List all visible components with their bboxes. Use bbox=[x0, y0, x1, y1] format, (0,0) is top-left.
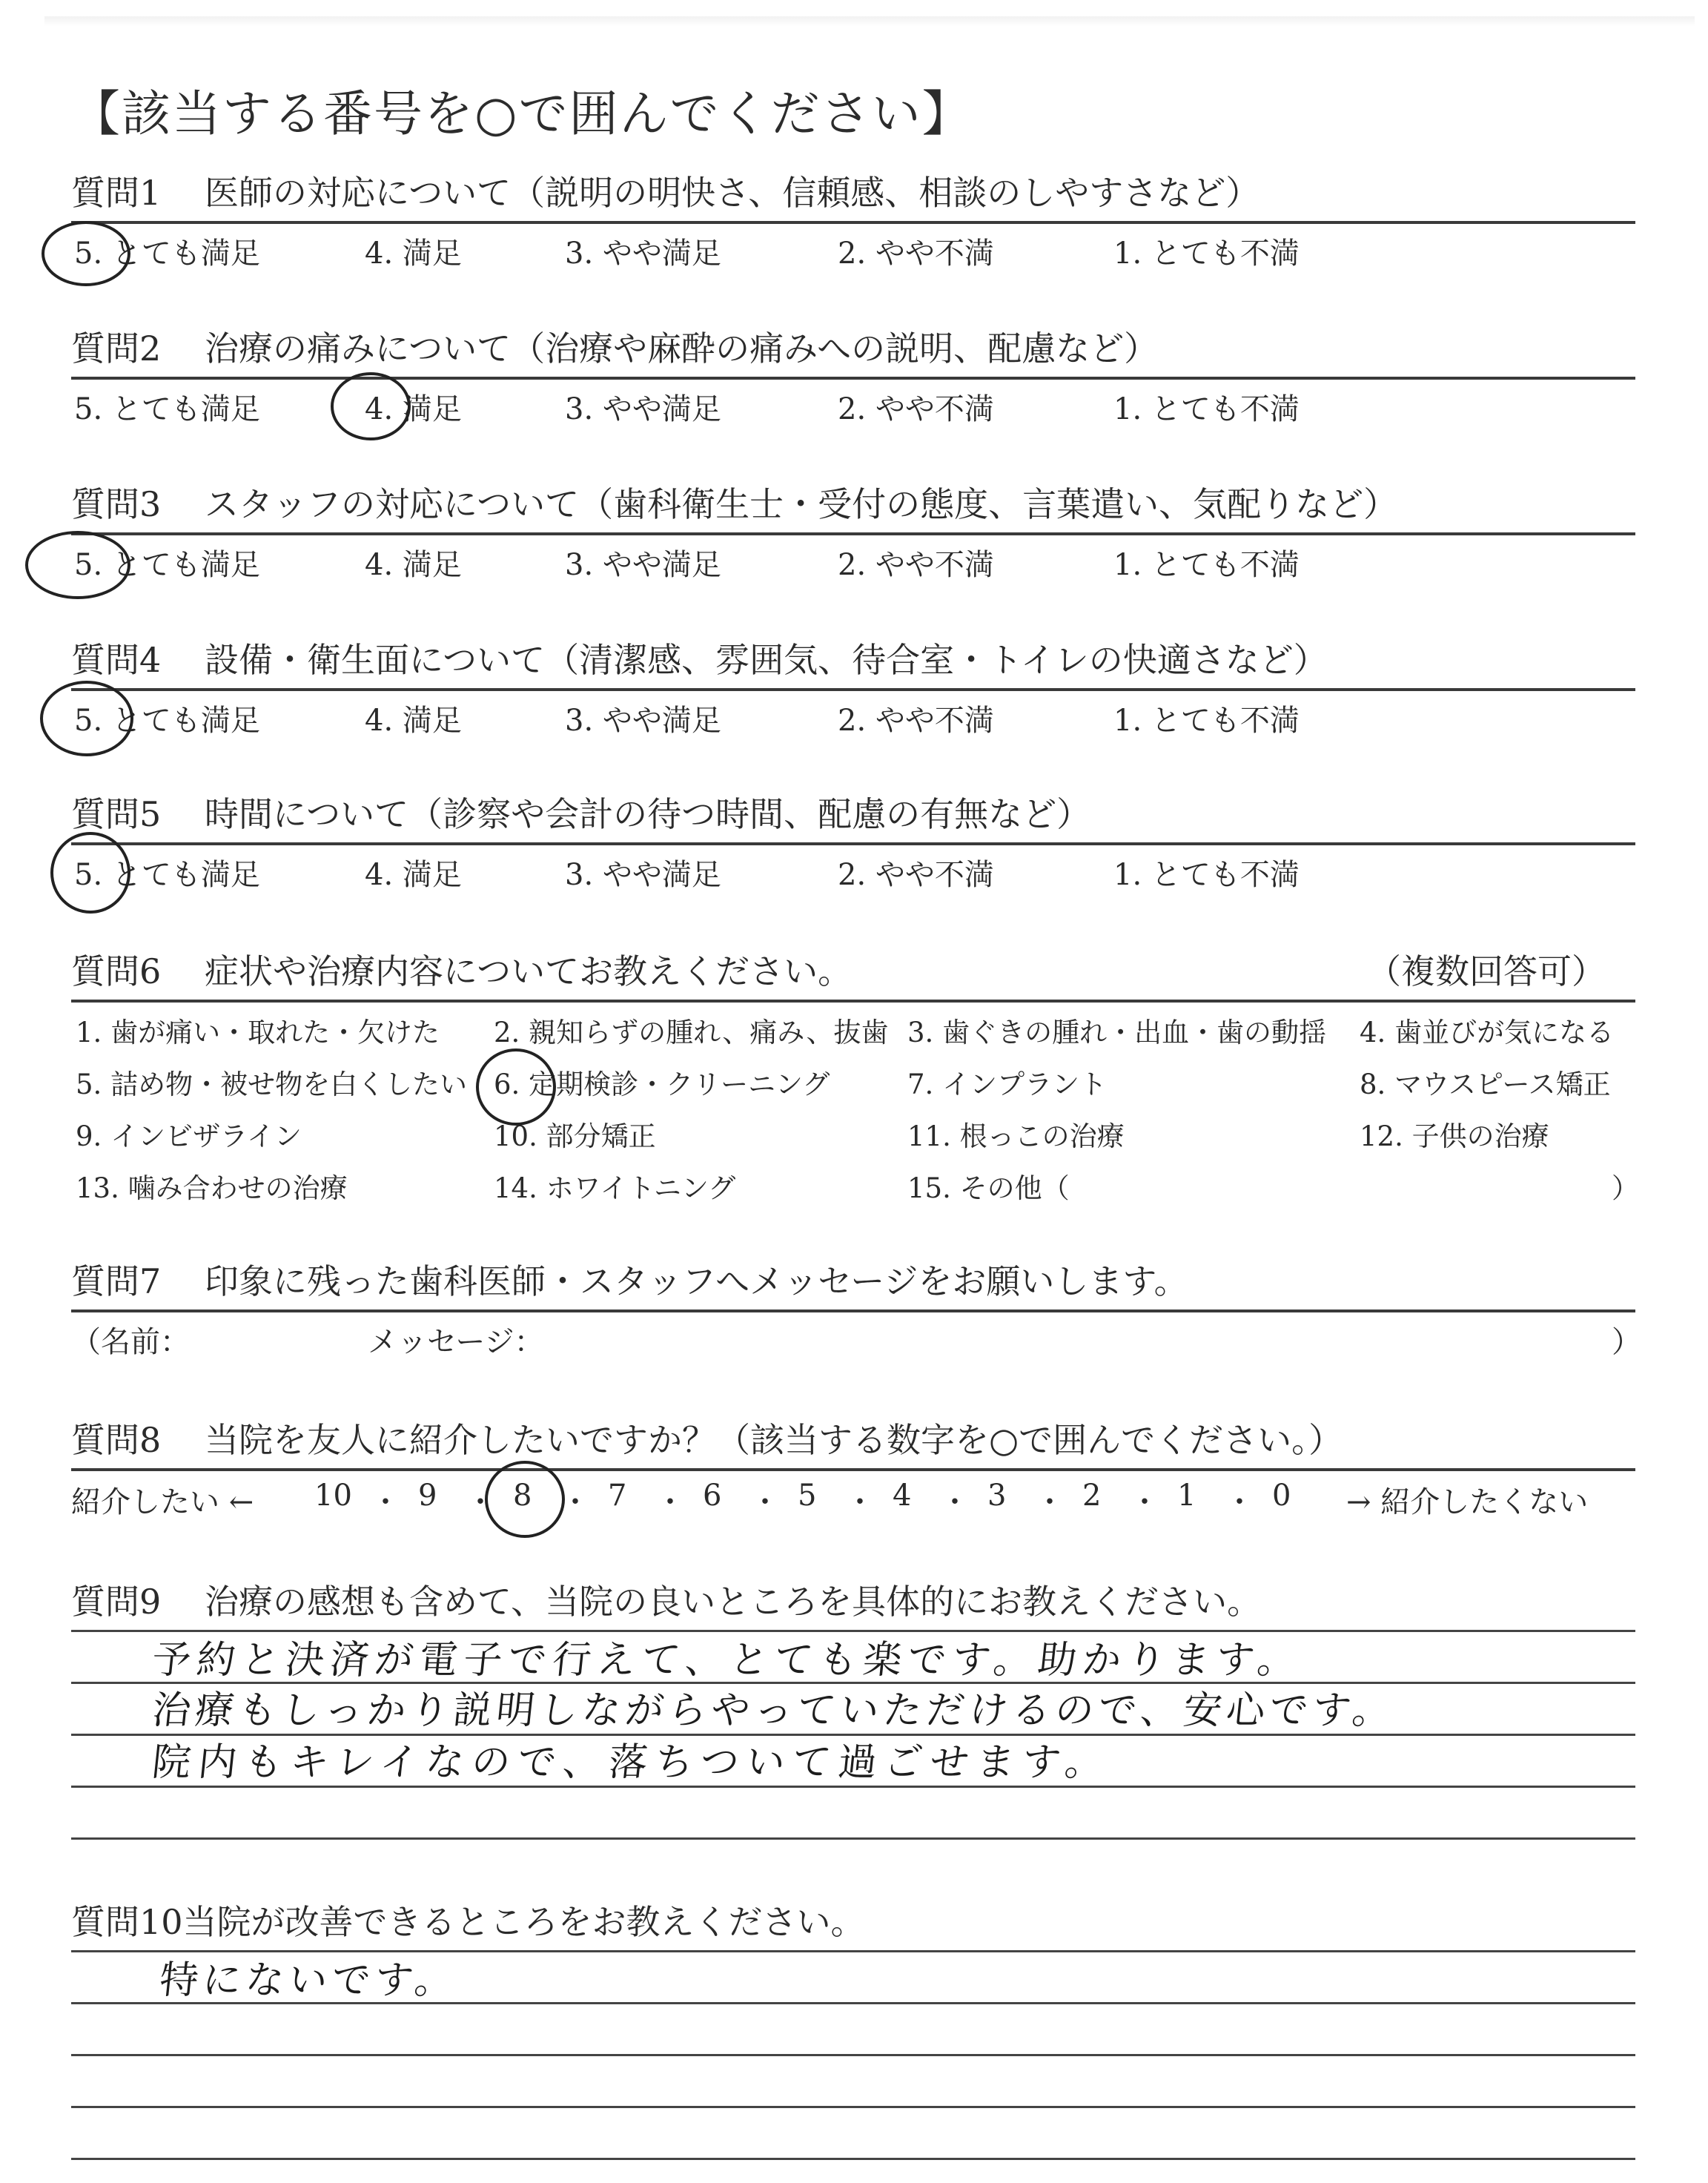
scale-number-0[interactable]: 0 bbox=[1272, 1479, 1291, 1513]
question-number: 質問1 bbox=[71, 173, 162, 213]
question-text: スタッフの対応について（歯科衛生士・受付の態度、言葉遣い、気配りなど） bbox=[205, 484, 1398, 524]
answer-area[interactable] bbox=[71, 1946, 1635, 2183]
symptom-option-7[interactable]: 7. インプラント bbox=[907, 1069, 1108, 1100]
answer-line bbox=[71, 2054, 1635, 2056]
rating-options bbox=[71, 386, 1635, 430]
rating-options bbox=[71, 697, 1635, 742]
symptom-option-10[interactable]: 10. 部分矯正 bbox=[494, 1120, 656, 1152]
option-3[interactable]: 3. やや満足 bbox=[565, 548, 721, 582]
option-4[interactable]: 4. 満足 bbox=[365, 392, 462, 426]
option-5[interactable]: 5. とても満足 bbox=[74, 704, 260, 738]
scale-number-7[interactable]: 7 bbox=[608, 1479, 627, 1513]
scale-number-8[interactable]: 8 bbox=[513, 1479, 532, 1513]
symptom-option-15[interactable]: 15. その他（ bbox=[907, 1172, 1070, 1204]
question-9 bbox=[71, 1578, 1635, 1863]
question-text: 治療の痛みについて（治療や麻酔の痛みへの説明、配慮など） bbox=[205, 328, 1159, 369]
question-10 bbox=[71, 1898, 1635, 2183]
scale-separator: ・ bbox=[560, 1485, 590, 1519]
rating-options bbox=[71, 230, 1635, 274]
question-2 bbox=[71, 325, 1635, 430]
question-number: 質問3 bbox=[71, 484, 162, 524]
question-7 bbox=[71, 1258, 1641, 1363]
scale-number-5[interactable]: 5 bbox=[798, 1479, 817, 1513]
multiple-answer-note: （複数回答可） bbox=[1367, 951, 1606, 991]
option-3[interactable]: 3. やや満足 bbox=[565, 237, 721, 271]
symptom-option-3[interactable]: 3. 歯ぐきの腫れ・出血・歯の動揺 bbox=[907, 1017, 1327, 1048]
divider bbox=[71, 377, 1635, 380]
question-number: 質問6 bbox=[71, 951, 162, 991]
question-text: 当院が改善できるところをお教えください。 bbox=[182, 1902, 865, 1942]
question-6 bbox=[71, 948, 1639, 1225]
question-text: 設備・衛生面について（清潔感、雰囲気、待合室・トイレの快適さなど） bbox=[205, 640, 1328, 680]
recommend-scale bbox=[71, 1479, 1635, 1526]
divider bbox=[71, 688, 1635, 691]
symptom-option-8[interactable]: 8. マウスピース矯正 bbox=[1360, 1069, 1611, 1100]
scale-separator: ・ bbox=[655, 1485, 685, 1519]
symptom-option-1[interactable]: 1. 歯が痛い・取れた・欠けた bbox=[76, 1017, 440, 1048]
question-3 bbox=[71, 480, 1635, 586]
option-1[interactable]: 1. とても不満 bbox=[1113, 858, 1300, 892]
name-label: （名前： bbox=[71, 1325, 190, 1359]
form-header: 【該当する番号を○で囲んでください】 bbox=[71, 85, 973, 142]
option-2[interactable]: 2. やや不満 bbox=[838, 392, 994, 426]
divider bbox=[71, 1468, 1635, 1471]
other-close-paren: ） bbox=[1612, 1172, 1639, 1204]
rating-options bbox=[71, 851, 1635, 896]
question-text: 時間について（診察や会計の待つ時間、配慮の有無など） bbox=[205, 794, 1091, 834]
question-number: 質問8 bbox=[71, 1420, 162, 1460]
question-number: 質問7 bbox=[71, 1261, 162, 1301]
question-number: 質問2 bbox=[71, 328, 162, 369]
option-4[interactable]: 4. 満足 bbox=[365, 237, 462, 271]
option-3[interactable]: 3. やや満足 bbox=[565, 858, 721, 892]
question-4 bbox=[71, 636, 1635, 742]
symptom-option-13[interactable]: 13. 噛み合わせの治療 bbox=[76, 1172, 348, 1204]
option-1[interactable]: 1. とても不満 bbox=[1113, 237, 1300, 271]
question-5 bbox=[71, 790, 1635, 896]
scale-number-2[interactable]: 2 bbox=[1082, 1479, 1102, 1513]
question-text: 症状や治療内容についてお教えください。 bbox=[205, 951, 853, 991]
option-5[interactable]: 5. とても満足 bbox=[74, 237, 260, 271]
divider bbox=[71, 842, 1635, 845]
question-number: 質問4 bbox=[71, 640, 162, 680]
scale-separator: ・ bbox=[750, 1485, 780, 1519]
option-4[interactable]: 4. 満足 bbox=[365, 858, 462, 892]
symptom-option-14[interactable]: 14. ホワイトニング bbox=[494, 1172, 736, 1204]
rating-options bbox=[71, 541, 1635, 586]
answer-line bbox=[71, 2106, 1635, 2108]
symptom-option-12[interactable]: 12. 子供の治療 bbox=[1360, 1120, 1549, 1152]
symptom-option-5[interactable]: 5. 詰め物・被せ物を白くしたい bbox=[76, 1069, 468, 1100]
answer-area[interactable] bbox=[71, 1625, 1635, 1863]
question-text: 医師の対応について（説明の明快さ、信頼感、相談のしやすさなど） bbox=[205, 173, 1260, 213]
symptom-option-2[interactable]: 2. 親知らずの腫れ、痛み、抜歯 bbox=[494, 1017, 889, 1048]
scale-separator: ・ bbox=[845, 1485, 875, 1519]
scale-separator: ・ bbox=[466, 1485, 495, 1519]
option-2[interactable]: 2. やや不満 bbox=[838, 704, 994, 738]
option-4[interactable]: 4. 満足 bbox=[365, 548, 462, 582]
question-number: 質問10 bbox=[71, 1902, 183, 1942]
option-2[interactable]: 2. やや不満 bbox=[838, 858, 994, 892]
scale-number-4[interactable]: 4 bbox=[893, 1479, 912, 1513]
handwritten-answer-line: 特にないです。 bbox=[157, 1958, 460, 2003]
scale-number-6[interactable]: 6 bbox=[703, 1479, 722, 1513]
option-1[interactable]: 1. とても不満 bbox=[1113, 392, 1300, 426]
option-4[interactable]: 4. 満足 bbox=[365, 704, 462, 738]
option-2[interactable]: 2. やや不満 bbox=[838, 237, 994, 271]
divider bbox=[71, 221, 1635, 224]
message-close-paren: ） bbox=[1612, 1325, 1641, 1359]
symptom-options bbox=[71, 1010, 1639, 1225]
option-3[interactable]: 3. やや満足 bbox=[565, 392, 721, 426]
scale-separator: ・ bbox=[371, 1485, 400, 1519]
symptom-option-9[interactable]: 9. インビザライン bbox=[76, 1120, 302, 1152]
scale-separator: ・ bbox=[1130, 1485, 1159, 1519]
scale-separator: ・ bbox=[1225, 1485, 1254, 1519]
answer-line bbox=[71, 1837, 1635, 1840]
symptom-option-4[interactable]: 4. 歯並びが気になる bbox=[1360, 1017, 1615, 1048]
question-text: 当院を友人に紹介したいですか？（該当する数字を○で囲んでください。） bbox=[205, 1420, 1343, 1460]
question-number: 質問5 bbox=[71, 794, 162, 834]
option-5[interactable]: 5. とても満足 bbox=[74, 548, 260, 582]
handwritten-answer-line: 予約と決済が電子で行えて、とても楽です。助かります。 bbox=[150, 1638, 1305, 1682]
option-1[interactable]: 1. とても不満 bbox=[1113, 704, 1300, 738]
handwritten-answer-line: 治療もしっかり説明しながらやっていただけるので、安心です。 bbox=[150, 1688, 1398, 1733]
symptom-option-11[interactable]: 11. 根っこの治療 bbox=[907, 1120, 1125, 1152]
question-1 bbox=[71, 169, 1635, 274]
divider bbox=[71, 1310, 1635, 1312]
scale-separator: ・ bbox=[1035, 1485, 1065, 1519]
recommend-label: 紹介したい ← bbox=[71, 1485, 254, 1519]
message-field-row bbox=[71, 1318, 1641, 1363]
question-text: 治療の感想も含めて、当院の良いところを具体的にお教えください。 bbox=[205, 1582, 1262, 1622]
scale-number-9[interactable]: 9 bbox=[418, 1479, 437, 1513]
question-8 bbox=[71, 1416, 1635, 1526]
question-number: 質問9 bbox=[71, 1582, 162, 1622]
question-text: 印象に残った歯科医師・スタッフへメッセージをお願いします。 bbox=[205, 1261, 1188, 1301]
option-5[interactable]: 5. とても満足 bbox=[74, 858, 260, 892]
page-top-edge bbox=[44, 16, 1695, 27]
handwritten-answer-line: 院内もキレイなので、落ちついて過ごせます。 bbox=[150, 1740, 1113, 1785]
option-5[interactable]: 5. とても満足 bbox=[74, 392, 260, 426]
divider bbox=[71, 1000, 1635, 1003]
not-recommend-label: → 紹介したくない bbox=[1346, 1485, 1589, 1519]
divider bbox=[71, 532, 1635, 535]
scale-number-1[interactable]: 1 bbox=[1177, 1479, 1196, 1513]
option-2[interactable]: 2. やや不満 bbox=[838, 548, 994, 582]
option-1[interactable]: 1. とても不満 bbox=[1113, 548, 1300, 582]
scale-number-3[interactable]: 3 bbox=[987, 1479, 1007, 1513]
option-3[interactable]: 3. やや満足 bbox=[565, 704, 721, 738]
message-label: メッセージ： bbox=[368, 1325, 544, 1359]
scale-separator: ・ bbox=[940, 1485, 970, 1519]
symptom-option-6[interactable]: 6. 定期検診・クリーニング bbox=[494, 1069, 830, 1100]
scale-number-10[interactable]: 10 bbox=[314, 1479, 352, 1513]
